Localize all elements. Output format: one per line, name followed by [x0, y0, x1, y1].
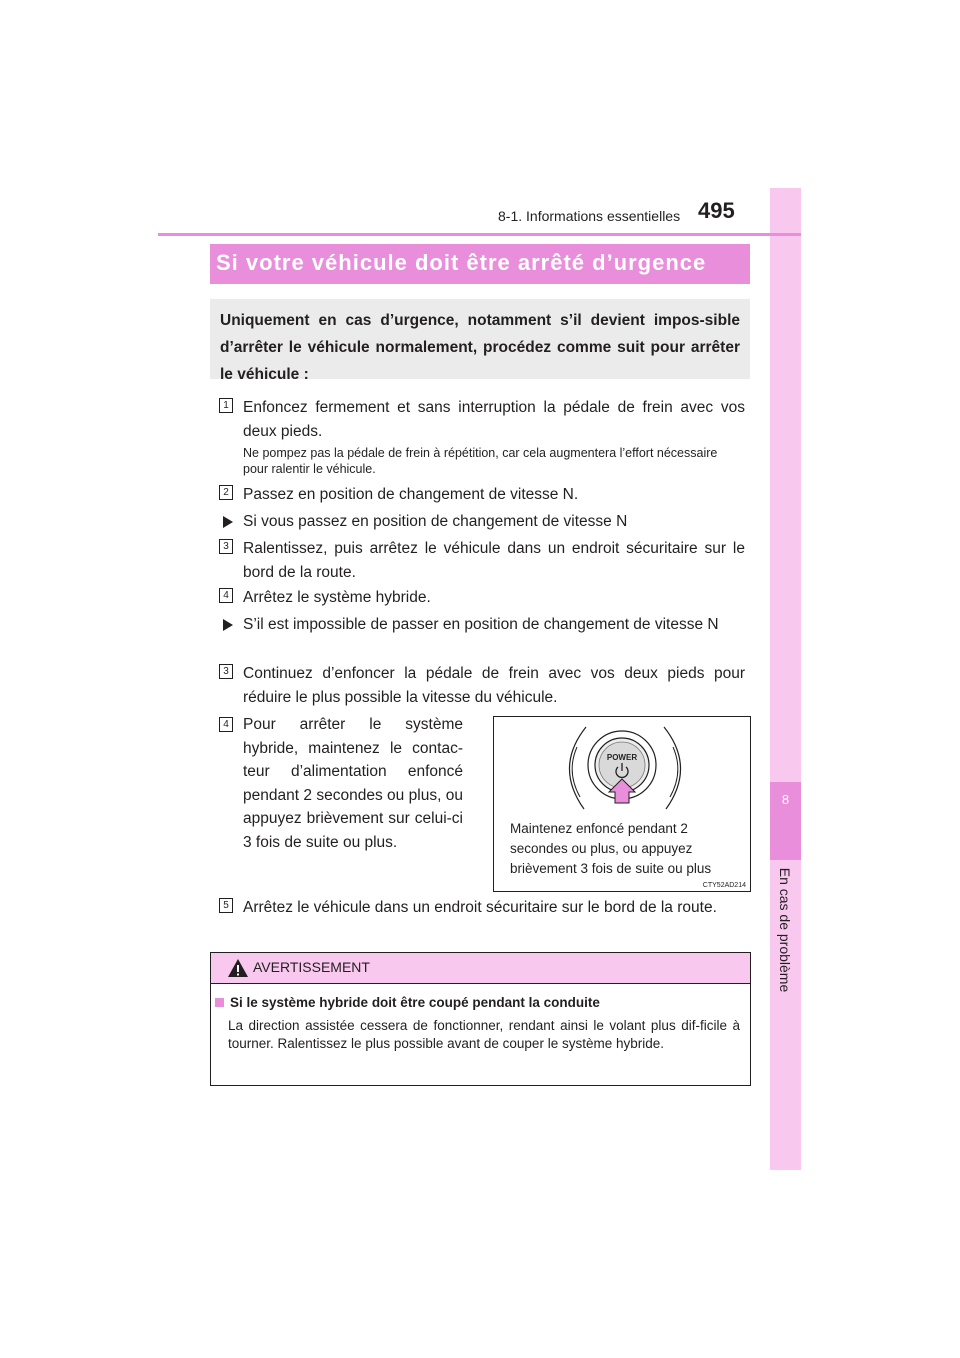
- warning-triangle-icon: [227, 958, 249, 978]
- warning-item-text: La direction assistée cessera de fonctionner, rendant ainsi le volant plus dif-ficile à tourner. Ralentissez le plus possible avant de couper le système hybride.: [228, 1018, 740, 1051]
- step-text: Arrêtez le système hybride.: [243, 589, 431, 606]
- warning-item-title-text: Si le système hybride doit être coupé pendant la conduite: [230, 995, 600, 1010]
- figure-code: CTY52AD214: [702, 882, 746, 889]
- intro-text: Uniquement en cas d’urgence, notamment s’il devient impos-sible d’arrêter le véhicule normalement, procédez comme suit pour arrêter le véhicule :: [220, 312, 740, 383]
- step-number: 4: [219, 717, 233, 732]
- header-rule: [158, 233, 801, 236]
- warning-label: AVERTISSEMENT: [253, 959, 370, 975]
- warning-item-title: [215, 995, 741, 1010]
- page-number: 495: [698, 198, 735, 223]
- step-note: Ne pompez pas la pédale de frein à répétition, car cela augmentera l’effort nécessaire pour ralentir le véhicule.: [243, 446, 718, 476]
- figure-caption: Maintenez enfoncé pendant 2 secondes ou plus, ou appuyez brièvement 3 fois de suite ou plus: [510, 821, 712, 876]
- step-number: 4: [219, 588, 233, 603]
- section-title: 8-1. Informations essentielles: [498, 208, 681, 224]
- step-text: Continuez d’enfoncer la pédale de frein avec vos deux pieds pour réduire le plus possible la vitesse du véhicule.: [243, 665, 745, 706]
- step-number: 1: [219, 398, 233, 413]
- chapter-label: En cas de problème: [777, 867, 793, 993]
- step-text: Arrêtez le véhicule dans un endroit sécuritaire sur le bord de la route.: [243, 899, 717, 916]
- bullet-arrow-icon: [223, 516, 233, 528]
- step-number: 3: [219, 539, 233, 554]
- step-number: 2: [219, 485, 233, 500]
- step-text: Enfoncez fermement et sans interruption la pédale de frein avec vos deux pieds.: [243, 399, 745, 440]
- warning-box: [210, 952, 751, 1086]
- condition-bullet: Si vous passez en position de changement de vitesse N: [243, 513, 628, 530]
- power-switch-illustration: [494, 717, 750, 817]
- power-switch-figure: [493, 716, 751, 892]
- step-text: Ralentissez, puis arrêtez le véhicule dans un endroit sécuritaire sur le bord de la route.: [243, 540, 745, 581]
- warning-header: [211, 953, 750, 984]
- step-number: 5: [219, 898, 233, 913]
- bullet-arrow-icon: [223, 619, 233, 631]
- step-text: Passez en position de changement de vitesse N.: [243, 486, 579, 503]
- step-text: Pour arrêter le système hybride, maintenez le contac-teur d’alimentation enfoncé pendant 2 secondes ou plus, ou appuyez brièvement sur celui-ci 3 fois de suite ou plus.: [243, 716, 463, 851]
- condition-bullet: S’il est impossible de passer en position de changement de vitesse N: [243, 616, 719, 633]
- page-title: Si votre véhicule doit être arrêté d’urgence: [216, 250, 707, 275]
- step-number: 3: [219, 664, 233, 679]
- chapter-number: 8: [781, 792, 790, 807]
- chapter-side-tab: [770, 188, 801, 1170]
- power-button-label: POWER: [606, 753, 638, 762]
- square-bullet-icon: [215, 998, 224, 1007]
